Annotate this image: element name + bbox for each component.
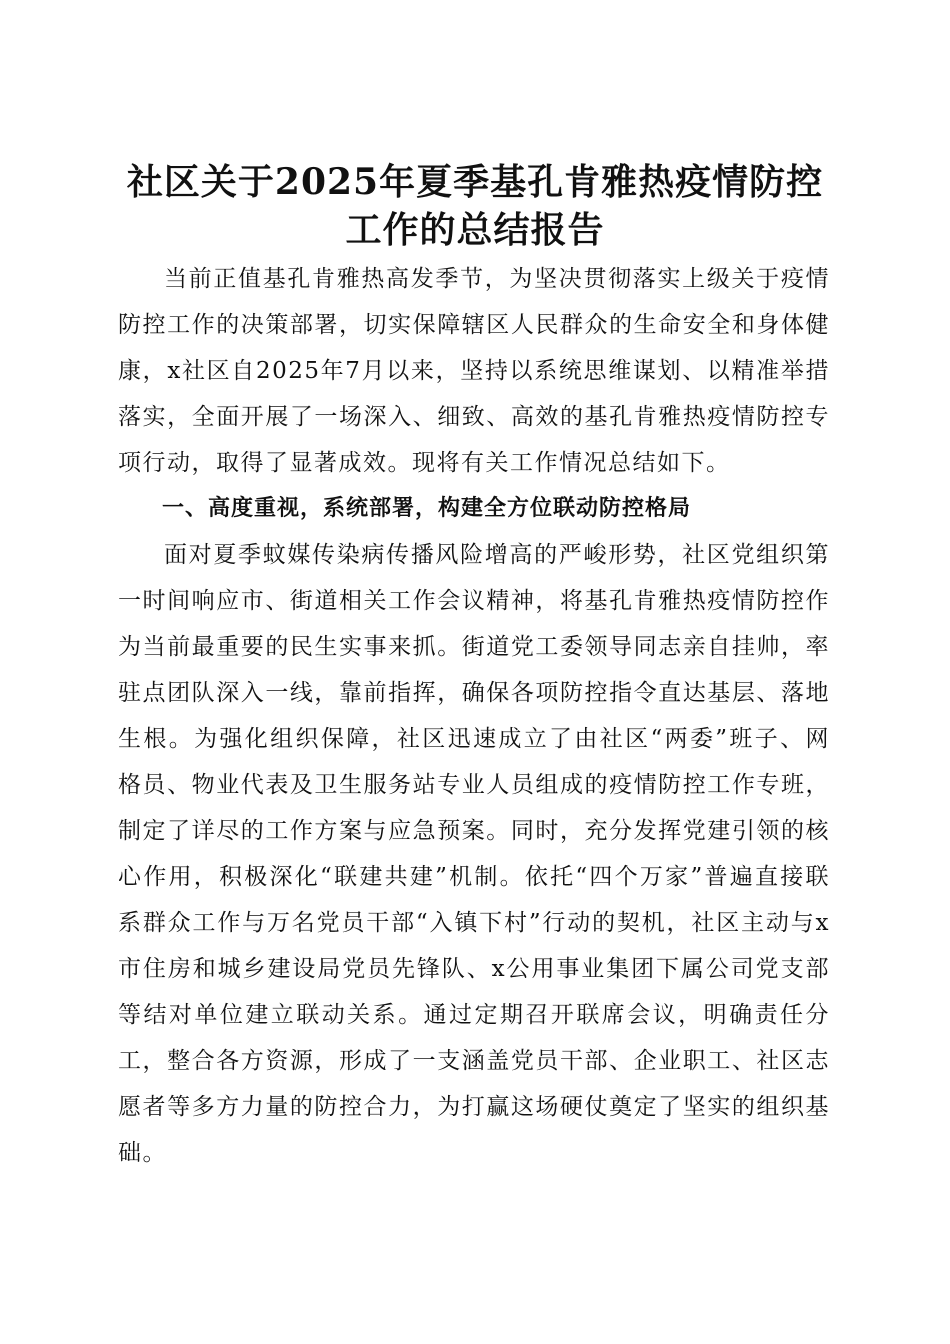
intro-paragraph: 当前正值基孔肯雅热高发季节，为坚决贯彻落实上级关于疫情防控工作的决策部署，切实保障辖区人民群众的生命安全和身体健康，x社区自2025年7月以来，坚持以系统思维谋划、以精准举措落实，全面开展了一场深入、细致、高效的基孔肯雅热疫情防控专项行动，取得了显著成效。现将有关工作情况总结如下。	[118, 266, 830, 476]
section-1-paragraph: 面对夏季蚊媒传染病传播风险增高的严峻形势，社区党组织第一时间响应市、街道相关工作会议精神，将基孔肯雅热疫情防控作为当前最重要的民生实事来抓。街道党工委领导同志亲自挂帅，率驻点团队深入一线，靠前指挥，确保各项防控指令直达基层、落地生根。为强化组织保障，社区迅速成立了由社区“两委”班子、网格员、物业代表及卫生服务站专业人员组成的疫情防控工作专班，制定了详尽的工作方案与应急预案。同时，充分发挥党建引领的核心作用，积极深化“联建共建”机制。依托“四个万家”普遍直接联系群众工作与万名党员干部“入镇下村”行动的契机，社区主动与x市住房和城乡建设局党员先锋队、x公用事业集团下属公司党支部等结对单位建立联动关系。通过定期召开联席会议，明确责任分工，整合各方资源，形成了一支涵盖党员干部、企业职工、社区志愿者等多方力量的防控合力，为打赢这场硬仗奠定了坚实的组织基础。	[118, 542, 830, 1166]
section-1-heading: 一、高度重视，系统部署，构建全方位联动防控格局	[162, 496, 692, 521]
document-title: 社区关于2025年夏季基孔肯雅热疫情防控工作的总结报告	[126, 161, 824, 252]
document-body	[118, 256, 830, 1176]
